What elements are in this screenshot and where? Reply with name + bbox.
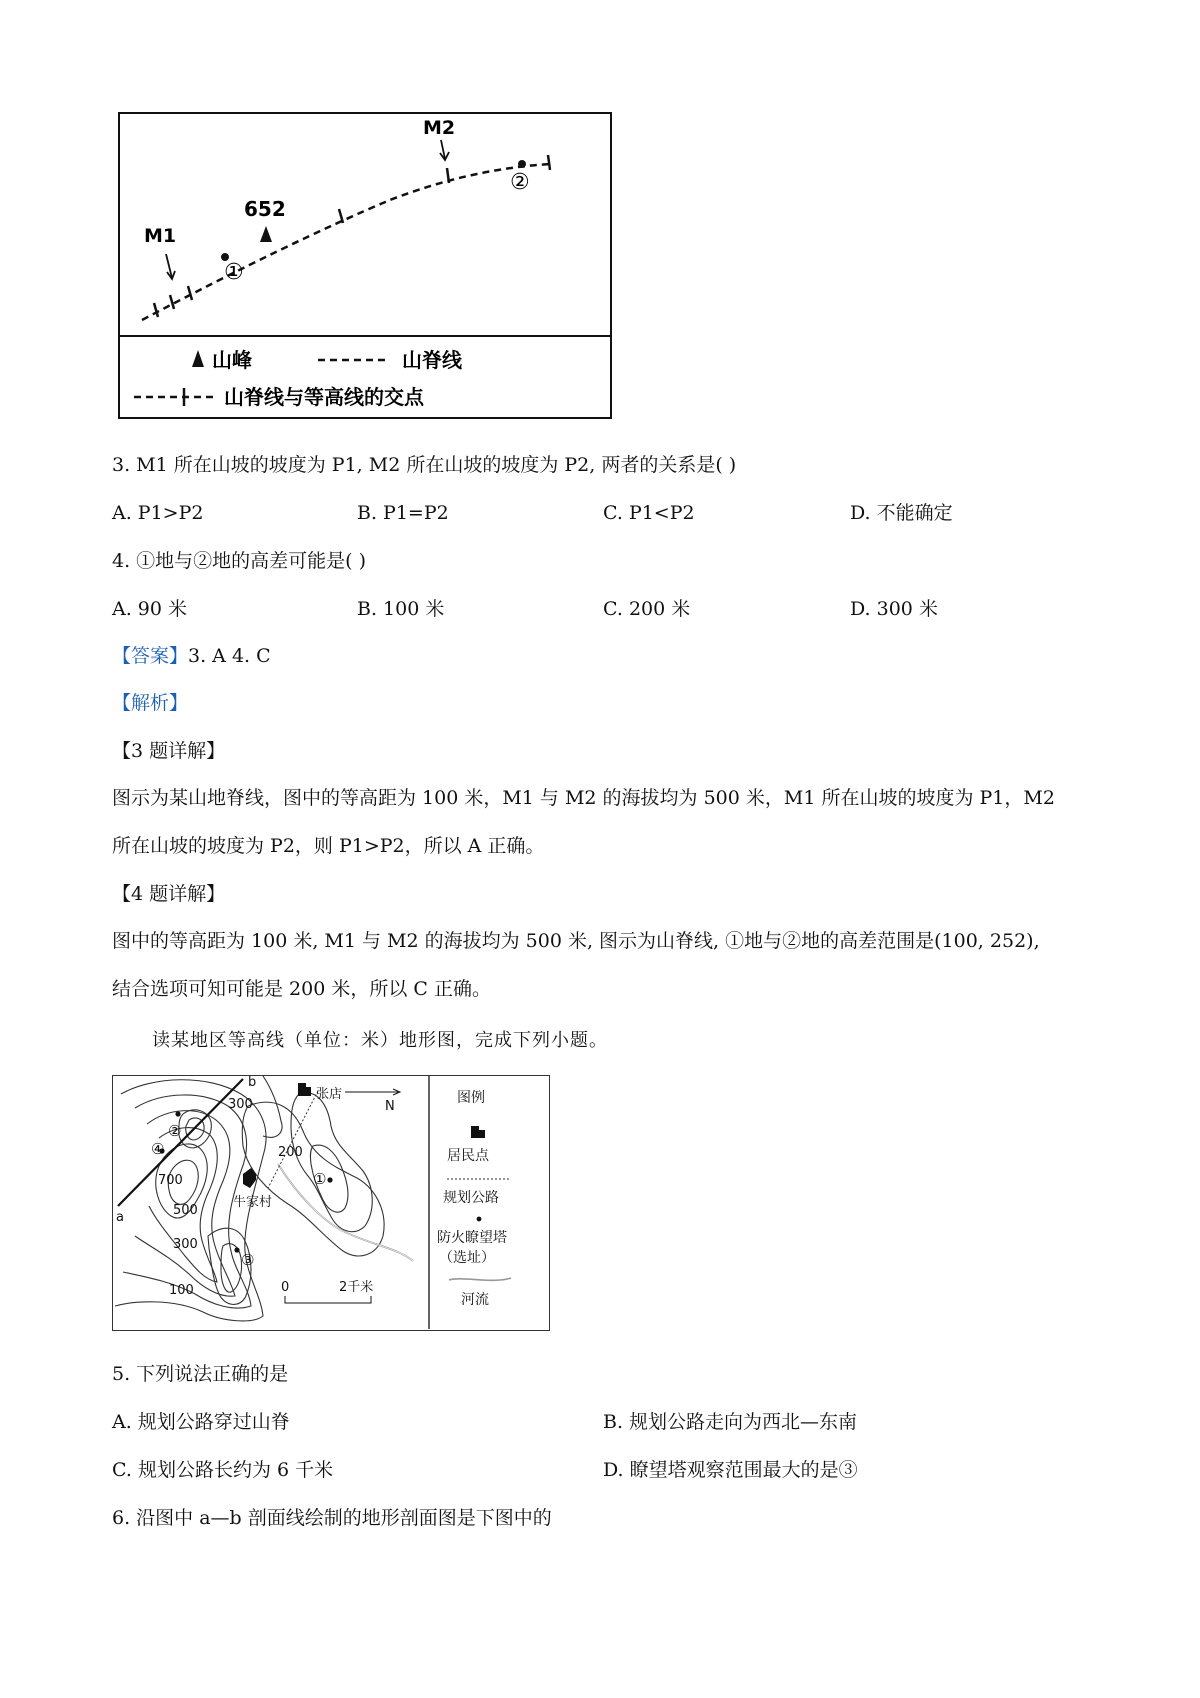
legend-residence: 居民点 [447, 1148, 489, 1164]
q5-option-d: D. 瞭望塔观察范围最大的是③ [603, 1459, 858, 1481]
legend-ridge-label: 山脊线 [402, 348, 462, 372]
q3-option-c: C. P1<P2 [603, 502, 695, 524]
legend-peak-icon [192, 350, 204, 367]
legend-river: 河流 [461, 1292, 489, 1308]
q3-detail-line1: 图示为某山地脊线，图中的等高距为 100 米，M1 与 M2 的海拔均为 500 米，M1 所在山坡的坡度为 P1，M2 [112, 787, 1055, 809]
legend-tower-line1: 防火瞭望塔 [437, 1230, 507, 1246]
q5-option-a: A. 规划公路穿过山脊 [112, 1411, 290, 1433]
point-2-label: ② [510, 170, 530, 195]
north-label: N [385, 1099, 395, 1114]
tower-3-label: ③ [241, 1251, 255, 1269]
label-b: b [248, 1076, 257, 1090]
q5-stem: 5. 下列说法正确的是 [112, 1363, 289, 1385]
q3-option-a: A. P1>P2 [112, 502, 204, 524]
tower-2-dot [175, 1111, 180, 1116]
legend-river-sample [449, 1278, 511, 1280]
peak-icon [260, 226, 272, 242]
peak-elevation-label: 652 [244, 197, 286, 221]
legend-title: 图例 [457, 1090, 485, 1106]
legend-residence-icon [471, 1126, 485, 1138]
q4-option-a: A. 90 米 [112, 598, 188, 620]
contour-300-top: 300 [228, 1097, 253, 1112]
contour-700: 700 [158, 1173, 183, 1188]
label-a: a [116, 1210, 124, 1225]
tower-1-dot [327, 1177, 332, 1182]
contour-map-svg [113, 1076, 548, 1329]
analysis-line [112, 691, 188, 715]
scale-bar [285, 1296, 371, 1303]
q4-option-d: D. 300 米 [850, 598, 938, 620]
contour-200: 200 [278, 1145, 303, 1160]
legend-peak-label: 山峰 [212, 348, 252, 372]
legend-road: 规划公路 [443, 1190, 499, 1206]
point-2-dot [518, 160, 526, 168]
analysis-tag: 【解析】 [112, 692, 189, 714]
answer-text: 3. A 4. C [188, 645, 271, 667]
ridge-line [142, 164, 550, 320]
m1-label: M1 [144, 225, 177, 247]
contour-map-figure [112, 1075, 550, 1331]
q5-option-c: C. 规划公路长约为 6 千米 [112, 1459, 334, 1481]
contour-300-bottom: 300 [173, 1237, 198, 1252]
q3-option-b: B. P1=P2 [357, 502, 449, 524]
tower-3-dot [234, 1247, 239, 1252]
q3-detail-line2: 所在山坡的坡度为 P2，则 P1>P2，所以 A 正确。 [112, 835, 545, 857]
ridge-line-svg [120, 114, 610, 417]
tower-2-label: ② [168, 1122, 182, 1140]
town-label: 张店 [316, 1087, 343, 1102]
legend-tower-dot [477, 1217, 482, 1222]
legend-tower-line2: （选址） [439, 1250, 495, 1266]
q4-option-c: C. 200 米 [603, 598, 691, 620]
q3-stem: 3. M1 所在山坡的坡度为 P1, M2 所在山坡的坡度为 P2, 两者的关系是( ) [112, 454, 737, 476]
q6-stem: 6. 沿图中 a—b 剖面线绘制的地形剖面图是下图中的 [112, 1507, 552, 1529]
q4-detail-line1: 图中的等高距为 100 米, M1 与 M2 的海拔均为 500 米, 图示为山脊线, ①地与②地的高差范围是(100, 252), [112, 930, 1040, 952]
contour-500: 500 [173, 1203, 198, 1218]
answer-tag: 【答案】 [112, 645, 189, 667]
tower-4-label: ④ [151, 1140, 165, 1158]
point-1-label: ① [224, 260, 244, 285]
q4-stem: 4. ①地与②地的高差可能是( ) [112, 550, 367, 572]
m2-label: M2 [423, 117, 456, 139]
q4-detail-heading: 【4 题详解】 [112, 883, 226, 905]
legend-intersect-label: 山脊线与等高线的交点 [224, 385, 424, 409]
q3-option-d: D. 不能确定 [850, 502, 953, 524]
tower-1-label: ① [313, 1170, 327, 1188]
answer-line [112, 644, 271, 668]
ridge-line-figure [118, 112, 612, 419]
q3-detail-heading: 【3 题详解】 [112, 740, 226, 762]
q4-option-b: B. 100 米 [357, 598, 445, 620]
q5-option-b: B. 规划公路走向为西北—东南 [603, 1411, 858, 1433]
contour-100: 100 [169, 1283, 194, 1298]
zhangdian-residence-icon [298, 1083, 311, 1096]
scale-text-label: 2千米 [339, 1280, 374, 1295]
pointer-arrows [166, 140, 449, 279]
q4-detail-line2: 结合选项可知可能是 200 米，所以 C 正确。 [112, 978, 491, 1000]
passage-intro: 读某地区等高线（单位：米）地形图，完成下列小题。 [152, 1030, 608, 1051]
contour-intersections [154, 155, 550, 317]
scale-zero-label: 0 [281, 1280, 290, 1295]
village-label: 牛家村 [233, 1195, 273, 1210]
